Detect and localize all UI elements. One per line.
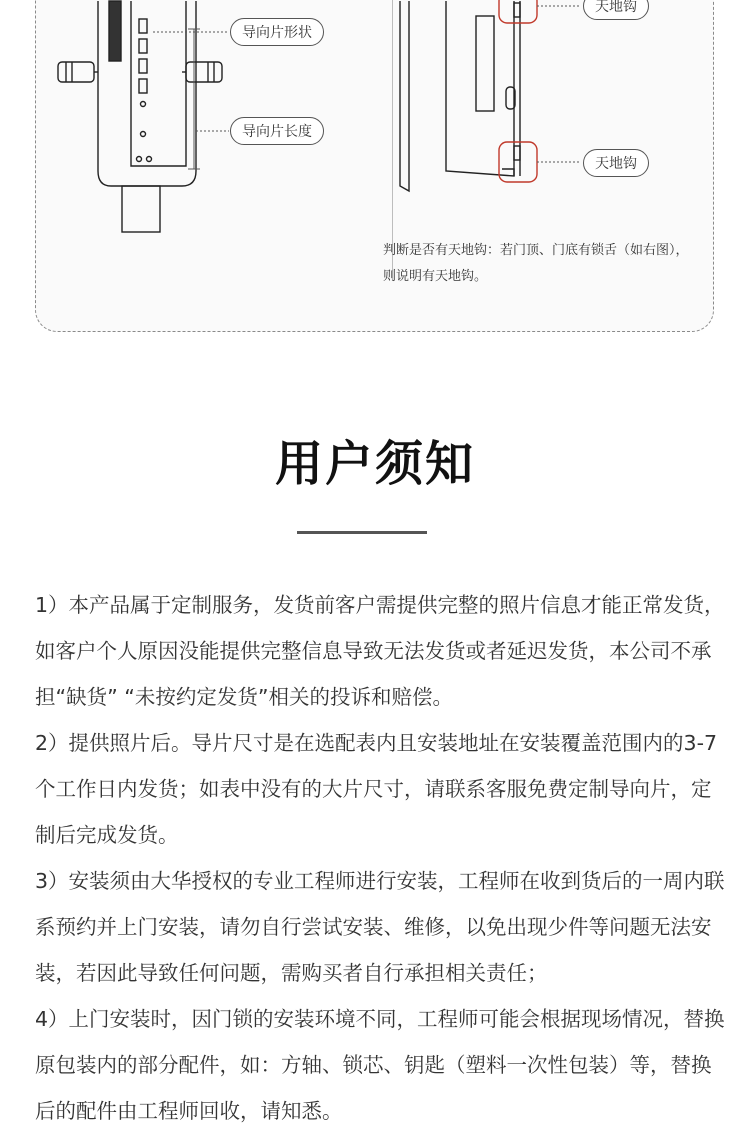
- diagram-panel: [35, 0, 714, 332]
- notice-item: 3）安装须由大华授权的专业工程师进行安装，工程师在收到货后的一周内联系预约并上门安装，请勿自行尝试安装、维修，以免出现少件等问题无法安装，若因此导致任何问题，需购买者自行承担相关责任；: [35, 869, 725, 985]
- title-underline: [297, 531, 427, 534]
- callout-top-hook: 天地钩: [583, 0, 649, 20]
- callout-bottom-hook: 天地钩: [583, 149, 649, 177]
- user-notice-list: [35, 582, 725, 1134]
- hook-judgement-note: 判断是否有天地钩：若门顶、门底有锁舌（如右图），则说明有天地钩。: [383, 243, 689, 284]
- notice-item: 2）提供照片后。导片尺寸是在选配表内且安装地址在安装覆盖范围内的3-7个工作日内发货；如表中没有的大片尺寸，请联系客服免费定制导向片，定制后完成发货。: [35, 731, 718, 847]
- callout-guide-plate-length: 导向片长度: [230, 117, 324, 145]
- notice-item: 4）上门安装时，因门锁的安装环境不同，工程师可能会根据现场情况，替换原包装内的部分配件，如：方轴、锁芯、钥匙（塑料一次性包装）等，替换后的配件由工程师回收，请知悉。: [35, 1007, 725, 1123]
- callout-guide-plate-shape: 导向片形状: [230, 18, 324, 46]
- lock-body-drawing: [58, 1, 222, 232]
- section-title: 用户须知: [274, 436, 475, 492]
- door-edge-drawing: [400, 1, 520, 191]
- notice-item: 1）本产品属于定制服务，发货前客户需提供完整的照片信息才能正常发货，如客户个人原因没能提供完整信息导致无法发货或者延迟发货，本公司不承担“缺货” “未按约定发货”相关的投诉和赔偿。: [35, 593, 725, 709]
